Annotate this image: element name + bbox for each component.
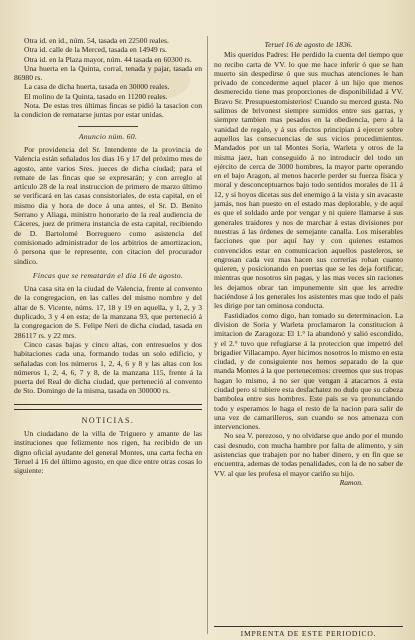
cinco-casas-paragraph: Cinco casas bajas y cinco altas, con entresuelos y dos habitaciones cada una, formando todas un solo edificio, y señaladas con los números 1, 2, 4, 6 y 8 y las altas con los números 1, 2, 4, 6, 7 y 8, de la manzana 115, frente á la puerta del Real de dicha ciudad, que perteneció al convento de Sto. Domingo de la misma, tasada en 300000 rs. (14, 339, 202, 396)
nota-paragraph: Nota. De estas tres últimas fincas se pidió la tasacion con la condicion de rematarse juntas por estar unidas. (14, 101, 202, 120)
anuncio-heading: Anuncio núm. 60. (78, 131, 138, 141)
letter-date: Teruel 16 de agosto de 1836. (264, 40, 353, 49)
letter-paragraph: Mis queridos Padres: He perdido la cuenta del tiempo que no recibo carta de VV. lo que me hace inferir ó que se han muerto sin despedirse ó que sus muchas atenciones le han privado de concederme aquel placer á un hijo que menos desmerecido tiene mas proporciones de disponibilidad á VV. Bravo Sr. Presupuestomisterios! Cuando su merced gusta. No salimos de brivonest siempre sumidos entre sus garras, y siempre tambien mas pesados en la obediencia, pero á la vanidad de regalo, y á sus efectos principian á ejercer sobre aquellos las consecuencias de sus vicios procedimientos. Mandados por un tal Montes Soria, Warleta y otros de la misma jaez, han conseguido á no introducir del todo un ejército de cerca de 3000 hombres, la mayor parte operando en el bajo Aragon, al menos hacerle perder su fuerza física y moral y desconceptuarnos bajo todo sentidos morales de 11 á 12, y si hoyos dicetas sus del enemigo á la vista y sin avacaste jamás, nos han puesto en el estado mas deplorable, y de aquí es que el soldado arde por vengar y ni quiere llamarse á sus generales traidores y nos de marchar á estas divisiones por nuestras á las órdenes de semejante canalla. Los miserables facciones que por aquí hay y con quienes estamos convencidos estar en comunicacion aquellos pasteleros, se engrosan cada vez mas hacen sus correrías roban cuanto quieren, y posicionando en puertas que se les deja fortificar, mientras que nosotros sin pagas, y las mas veces sin raciones les dejamos obrar tan impunemente sin que les arredre haciéndose á los generales los asistentes mas que todo el país les dirige por tan ominosa conducta. (214, 50, 403, 311)
letter-signature: Ramon. (339, 477, 363, 487)
right-column (214, 40, 403, 487)
section-divider (14, 404, 202, 410)
letter-paragraph: Fastidiados como digo, han tomado su determinacion. La division de Soria y Warleta proclamaron la constitucion á imitacion de Zaragoza: El 1.° la abandonó y salió escondido, y el 2.° tuvo que refugiarse á la proteccion que impetró del brigadier Villacampo. Ayer hicimos nosotros lo mismo en esta ciudad, y de consiguiente nos hemos separado de la que manda Montes á la que pertenecemos: creemos que sus tropas hagan lo mismo, á no ser que vengan á atacarnos á esta ciudad pero si tubiere esta desfachatez no dudo que su cabeza bambolea entre sus hombres. Este país se va pronunciando todo y esperamos le haga el resto de la nacion para salir de una vez de camarilleros, sun cuando se nos amenaza con intervenciones. (214, 310, 403, 432)
fincas-heading: Fincas que se rematarán el dia 16 de agosto. (32, 270, 184, 280)
letter-paragraph: No sea V. perezoso, y no olvidarse que ando por el mundo casi desnudo, con mucha hambre por falta de alimento, y sin asistencias que trabajen por no haber dinero, y en fin que se encuentra, ademas de todas penalidades, con la de no saber de VV. al que les profesa el mayor cariño su hijo. (214, 431, 403, 478)
noticias-heading: NOTICIAS. (81, 415, 135, 425)
listing-line: El molino de la Quinta, tasado en 11200 reales. (24, 91, 168, 101)
left-column (14, 36, 202, 475)
column-rule (207, 36, 208, 634)
listing-line: Otra id. en id., núm. 54, tasada en 22500 reales. (24, 36, 169, 45)
anuncio-paragraph: Por providencia del Sr. Intendente de la provincia de Valencia están señalados los dias 16 y 17 del próximo mes de agosto, ante varios Sres. jueces de dicha ciudad; para el remate de las fincas que se expresarán; y con arreglo al artículo 28 de la real instruccion de primero de marzo último se verificará en las casas consistoriales, de esta capital, en el mismo dia y hora de doce á una antes, el Sr. D. Benito Serrano y Aliaga, ministro honorario de la real audiencia de Cáceres, juez de primera instancia de esta capital, recibiendo de D. Bartolomé Borreguero como asistencia del comisionado administrador de los arbitrios de amortizacion, ó persona que le represente, con citacion del procurador síndico. (14, 144, 202, 266)
listing-line: La casa de dicha huerta, tasada en 30000 reales. (24, 82, 170, 92)
listing-line: Otra id. en la Plaza mayor, núm. 44 tasada en 60300 rs. (24, 54, 192, 64)
section-divider (78, 126, 138, 127)
fincas-paragraph: Una casa sita en la ciudad de Valencia, frente al convento de la congregacion, en las calles del mismo nombre y del altar de S. Vicente, núms. 17, 18 y 19 en aquella, y 1, 2, y 3 duplicado, 3 y 4 en esta; de la manzana 93, que perteneció á la congregacion de S. Felipe Neri de dicha ciudad, tasada en 286117 rs. y 22 mrs. (14, 284, 202, 340)
printer-imprint: IMPRENTA DE ESTE PERIODICO. (214, 626, 403, 638)
listing-line: Otra id. calle de la Merced, tasada en 14949 rs. (24, 45, 167, 55)
noticias-paragraph: Un ciudadano de la villa de Triguero y amante de las instituciones que felizmente nos rigen, ha recibido de un digno oficial ayudante del general Montes, una carta fecha en Teruel á 16 del último agosto, en que dice entre otras cosas lo siguiente: (14, 428, 202, 476)
listing-line: Una huerta en la Quinta, corral, tenada y pajar, tasada en 86980 rs. (14, 63, 202, 83)
